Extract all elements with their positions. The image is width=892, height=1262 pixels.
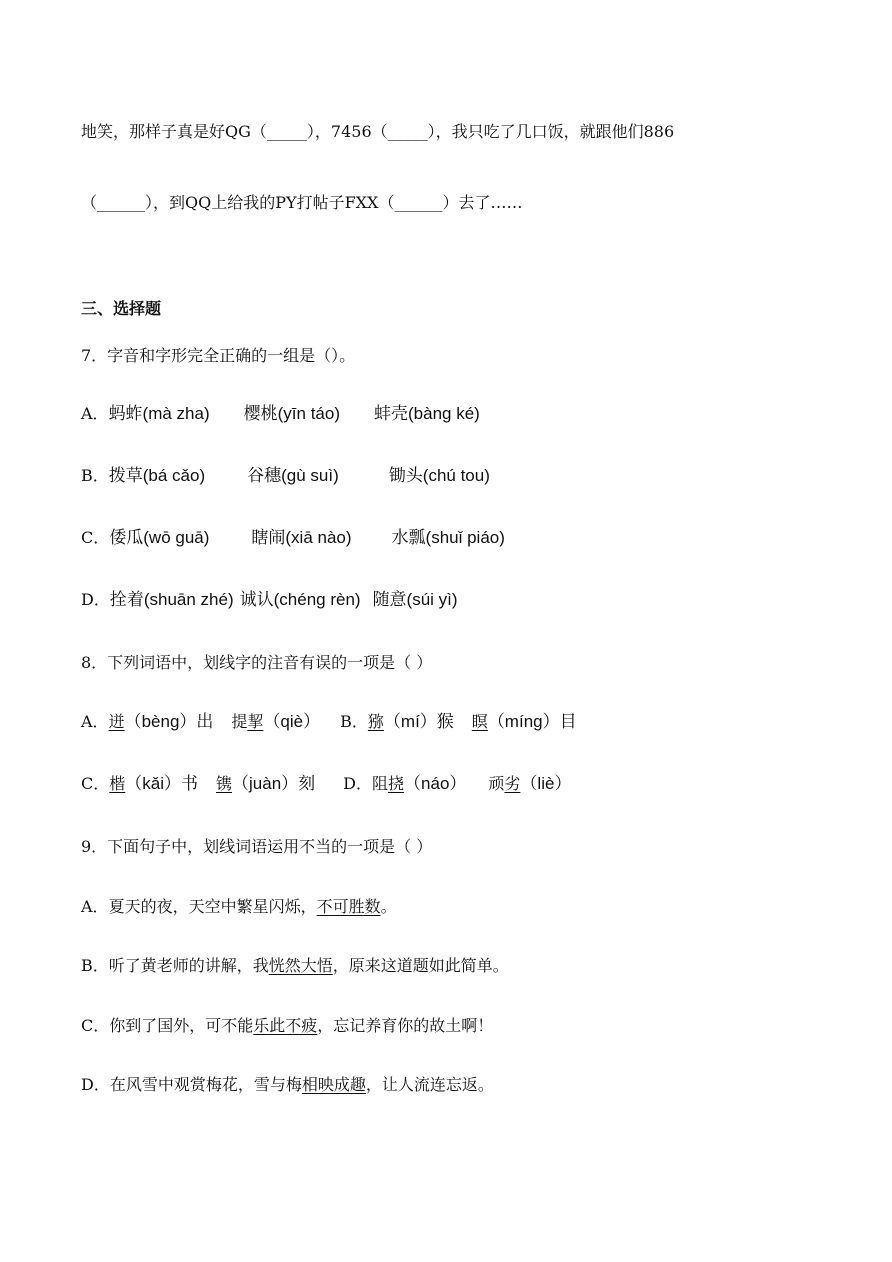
underlined-char: 猕 — [367, 712, 384, 731]
question-7-stem: 7．字音和字形完全正确的一组是（）。 — [81, 346, 356, 365]
word-1: 拨草(bá cǎo) — [108, 466, 206, 485]
word-2: 诚认(chénɡ rèn) — [239, 590, 361, 609]
option-label: C． — [81, 774, 110, 793]
q8-options-cd[interactable] — [81, 774, 571, 794]
pinyin-text: （juàn）刻 — [232, 774, 316, 793]
passage-line-2: （______），到QQ上给我的PY打帖子FXX（______）去了…… — [81, 193, 523, 212]
plain-char: 顽 — [488, 774, 505, 793]
word-3: 随意(súi yì) — [372, 590, 458, 609]
word-1: 倭瓜(wō ɡuā) — [109, 528, 210, 547]
sentence-text: ，原来这道题如此简单。 — [332, 956, 509, 975]
q9-option-c[interactable] — [81, 1016, 493, 1036]
q7-option-d[interactable] — [81, 590, 458, 610]
q7-option-b[interactable] — [81, 466, 490, 486]
underlined-char: 迸 — [108, 712, 125, 731]
word-3: 水瓢(shuǐ piáo) — [391, 528, 505, 547]
sentence-text: 听了黄老师的讲解，我 — [108, 956, 269, 975]
sentence-text: ，让人流连忘返。 — [365, 1075, 494, 1094]
sentence-text: 。 — [380, 897, 397, 916]
option-label: B． — [81, 466, 109, 485]
option-label: D． — [81, 1075, 110, 1094]
q9-option-b[interactable] — [81, 956, 509, 976]
word-3: 蚌壳(bànɡ ké) — [374, 404, 480, 423]
option-label: A． — [81, 897, 109, 916]
option-label: C． — [81, 1016, 110, 1035]
pinyin-text: （qiè） — [263, 712, 321, 731]
word-1: 蚂蚱(mà zha) — [108, 404, 210, 423]
underlined-phrase: 相映成趣 — [301, 1075, 366, 1094]
underlined-char: 挈 — [247, 712, 264, 731]
q7-option-c[interactable] — [81, 528, 505, 548]
underlined-char: 挠 — [388, 774, 405, 793]
underlined-char: 劣 — [504, 774, 521, 793]
section-heading-choice: 三、选择题 — [81, 299, 162, 318]
underlined-char: 楷 — [109, 774, 126, 793]
word-3: 锄头(chú tou) — [388, 466, 490, 485]
underlined-phrase: 乐此不疲 — [253, 1016, 318, 1035]
underlined-char: 瞑 — [471, 712, 488, 731]
underlined-phrase: 恍然大悟 — [268, 956, 333, 975]
option-label: C． — [81, 528, 110, 547]
option-label: B． — [340, 712, 368, 731]
underlined-phrase: 不可胜数 — [316, 897, 381, 916]
underlined-char: 镌 — [216, 774, 233, 793]
passage-line-1: 地笑，那样子真是好QG（_____），7456（_____），我只吃了几口饭，就跟他们886 — [81, 122, 675, 141]
option-label: B． — [81, 956, 109, 975]
q7-option-a[interactable] — [81, 404, 480, 424]
plain-char: 提 — [231, 712, 248, 731]
sentence-text: 你到了国外，可不能 — [109, 1016, 254, 1035]
option-label: A． — [81, 712, 109, 731]
q9-option-d[interactable] — [81, 1075, 494, 1095]
pinyin-text: （míng）目 — [487, 712, 577, 731]
plain-char: 阻 — [372, 774, 389, 793]
sentence-text: 在风雪中观赏梅花，雪与梅 — [109, 1075, 302, 1094]
option-label: D． — [81, 590, 110, 609]
word-2: 谷穗(ɡù suì) — [247, 466, 339, 485]
option-label: A． — [81, 404, 109, 423]
option-label: D． — [343, 774, 372, 793]
sentence-text: 夏天的夜，天空中繁星闪烁， — [108, 897, 317, 916]
pinyin-text: （náo） — [404, 774, 467, 793]
pinyin-text: （liè） — [520, 774, 572, 793]
word-2: 樱桃(yīn táo) — [243, 404, 340, 423]
word-2: 瞎闹(xiā nào) — [251, 528, 352, 547]
word-1: 拴着(shuān zhé) — [109, 590, 234, 609]
q8-options-ab[interactable] — [81, 712, 577, 732]
pinyin-text: （bèng）出 — [124, 712, 214, 731]
question-8-stem: 8．下列词语中，划线字的注音有误的一项是（ ） — [81, 653, 433, 672]
question-9-stem: 9．下面句子中，划线词语运用不当的一项是（ ） — [81, 837, 433, 856]
q9-option-a[interactable] — [81, 897, 397, 917]
pinyin-text: （kǎi）书 — [125, 774, 198, 793]
sentence-text: ，忘记养育你的故土啊！ — [317, 1016, 494, 1035]
pinyin-text: （mí）猴 — [383, 712, 454, 731]
